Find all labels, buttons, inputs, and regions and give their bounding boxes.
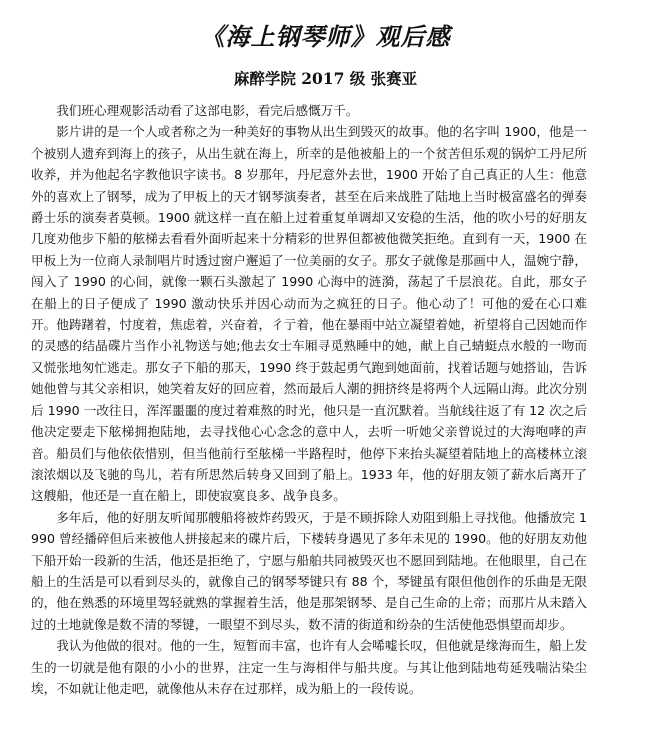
- document-title: 《海上钢琴师》观后感: [200, 22, 451, 51]
- paragraph-years-later: 多年后，他的好朋友听闻那艘船将被炸药毁灭，于是不顾拆除人劝阻到船上寻找他。他播放完 1990 曾经播碎但后来被他人拼接起来的碟片后，下楼转身遇见了多年未见的 1990。他的好朋友劝他下船开始一段新的生活，他还是拒绝了，宁愿与船舶共同被毁灭也不愿回到陆地。在他眼里，自己在船上的生活是可以看到尽头的，就像自己的钢琴琴键只有 88 个，琴键虽有限但他创作的乐曲是无限的，他在熟悉的环境里驾轻就熟的掌握着生活，他是那架钢琴、是自己生命的上帝；而那片从未踏入过的土地就像是数不清的琴键，一眼望不到尽头，数不清的街道和纷杂的生活使他恐惧望而却步。: [31, 509, 587, 632]
- author-byline: 麻醉学院 2017 级 张赛亚: [233, 69, 418, 88]
- document-body: [31, 100, 587, 699]
- paragraph-intro: 我们班心理观影活动看了这部电影，看完后感慨万千。: [56, 103, 359, 118]
- paragraph-story: 影片讲的是一个人或者称之为一种美好的事物从出生到毁灭的故事。他的名字叫 1900，他是一个被别人遗弃到海上的孩子，从出生就在海上，所幸的是他被船上的一个贫苦但乐观的锅炉工丹尼所收养，并为他起名字教他识字读书。8 岁那年，丹尼意外去世，1900 开始了自己真正的人生：他意外的喜欢上了钢琴，成为了甲板上的天才钢琴演奏者，甚至在后来战胜了陆地上当时极富盛名的弹奏爵士乐的演奏者莫顿。1900 就这样一直在船上过着重复单调却又安稳的生活，他的吹小号的好朋友几度劝他步下船的舷梯去看看外面听起来十分精彩的世界但都被他微笑拒绝。直到有一天，1900 在甲板上为一位商人录制唱片时透过窗户邂逅了一位美丽的女子。那女子就像是那画中人，温婉宁静，闯入了 1990 的心间，就像一颗石头激起了 1990 心海中的涟漪，荡起了千层浪花。自此，那女子在船上的日子便成了 1990 激动快乐并因心动而为之疯狂的日子。他心动了！可他的爱在心口难开。他踌躇着，忖度着，焦虑着，兴奋着，彳亍着，他在暴雨中站立凝望着她，祈望将自己因她而作的灵感的结晶碟片当作小礼物送与她;他去女士车厢寻觅熟睡中的她，献上自己蜻蜓点水般的一吻而又慌张地匆忙逃走。那女子下船的那天，1990 终于鼓起勇气跑到她面前，找着话题与她搭讪，告诉她他曾与其父亲相识，她笑着友好的回应着，然而最后人潮的拥挤终是将两个人远隔山海。此次分别后 1990 一改往日，浑浑噩噩的度过着难熬的时光，他只是一直沉默着。当航线往返了有 12 次之后他决定要走下舷梯拥抱陆地，去寻找他心心念念的意中人，去听一听她父亲曾说过的大海咆哮的声音。船员们与他依依惜别，但当他前行至舷梯一半路程时，他停下来抬头凝望着陆地上的高楼林立滚滚浓烟以及飞驰的鸟儿，若有所思然后转身又回到了船上。1933 年，他的好朋友领了薪水后离开了这艘船，他还是一直在船上，即使寂寞良多、战争良多。: [31, 124, 587, 504]
- paragraph-opinion: 我认为他做的很对。他的一生，短暂而丰富，也许有人会唏嘘长叹，但他就是缘海而生，船上发生的一切就是他有限的小小的世界，注定一生与海相伴与船共度。与其让他到陆地苟延残喘沾染尘埃，不如就让他走吧，就像他从未存在过那样，成为船上的一段传说。: [31, 638, 587, 696]
